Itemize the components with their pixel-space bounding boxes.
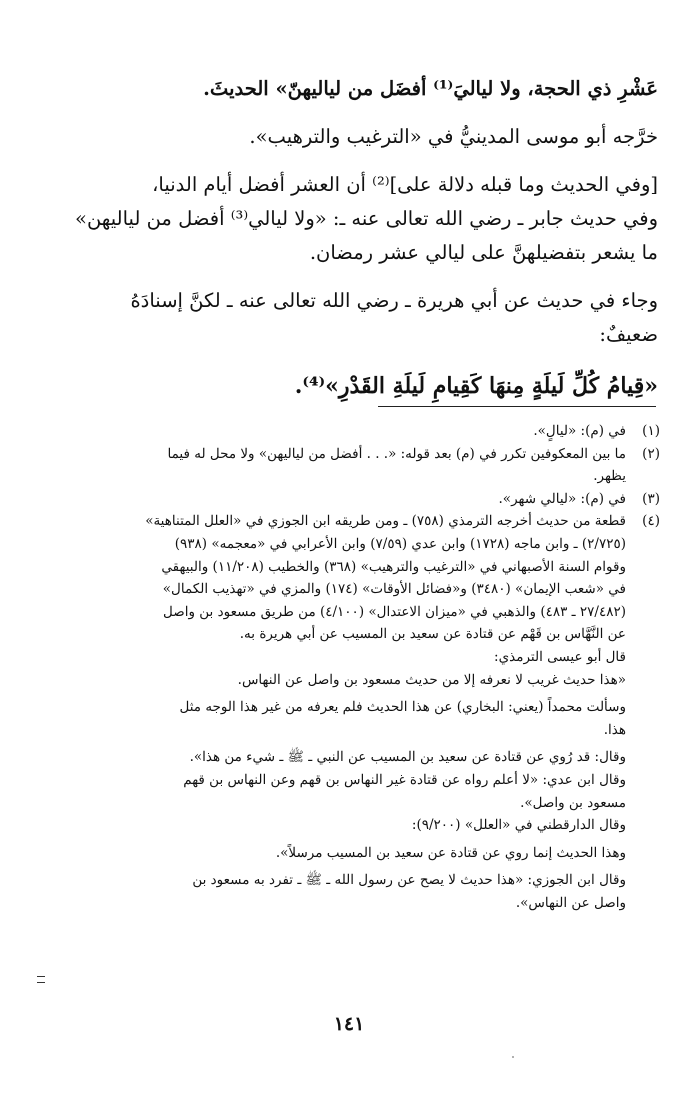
main-line-3: [وفي الحديث وما قبله دلالة على]⁽²⁾ أن العشر أفضل أيام الدنيا، xyxy=(152,173,658,196)
footnote-line: في (م): «ليالٍ». xyxy=(533,423,626,439)
main-line-7: ضعيفٌ: xyxy=(599,323,658,346)
footnote-number: (١) xyxy=(642,423,660,439)
footnote-line: مسعود بن واصل». xyxy=(520,794,626,811)
footnote-line: وقوام السنة الأصبهاني في «الترغيب والترهيب» (٣٦٨) والخطيب (١١/٢٠٨) والبيهقي xyxy=(161,558,626,575)
main-line-1: عَشْرِ ذي الحجة، ولا لياليَ⁽¹⁾ أفضَل من لياليهنّ» الحديثَ. xyxy=(203,77,658,100)
footnote-line: (٢٧/٤٨٢ ـ ٤٨٣) والذهبي في «ميزان الاعتدال» (٤/١٠٠) من طريق مسعود بن واصل xyxy=(163,603,626,620)
footnote-4 xyxy=(58,510,660,914)
footnote-number: (٣) xyxy=(642,490,660,507)
footnote-line: وقال: قد رُوي عن قتادة عن سعيد بن المسيب عن النبي ـ ﷺ ـ شيء من هذا». xyxy=(189,749,626,766)
footnote-line: عن النَّهَّاس بن قَهْم عن قتادة عن سعيد بن المسيب عن أبي هريرة به. xyxy=(239,626,626,643)
footnote-number: (٢) xyxy=(642,445,660,462)
footnote-line: وقال ابن عدي: «لا أعلم رواه عن قتادة غير النهاس بن قهم وعن النهاس بن قهم xyxy=(183,771,626,788)
footnote-line: (٢/٧٢٥) ـ وابن ماجه (١٧٢٨) وابن عدي (٧/٥٩) وابن الأعرابي في «معجمه» (٩٣٨) xyxy=(174,535,626,552)
main-line-5: ما يشعر بتفضيلهنَّ على ليالي عشر رمضان. xyxy=(309,241,658,264)
footnote-line: وقال ابن الجوزي: «هذا حديث لا يصح عن رسول الله ـ ﷺ ـ تفرد به مسعود بن xyxy=(192,872,626,889)
main-line-6: وجاء في حديث عن أبي هريرة ـ رضي الله تعالى عنه ـ لكنَّ إسنادَهُ xyxy=(130,289,658,312)
footnote-line: في (م): «ليالي شهر». xyxy=(498,490,626,507)
footnote-line: وقال الدارقطني في «العلل» (٩/٢٠٠): xyxy=(411,817,626,834)
page-number: ١٤١ xyxy=(333,1013,365,1035)
footnote-line: في «شعب الإيمان» (٣٤٨٠) و«فضائل الأوقات» (١٧٤) والمزي في «تهذيب الكمال» xyxy=(162,581,626,598)
footnote-line: قال أبو عيسى الترمذي: xyxy=(494,648,626,665)
footnote-line: واصل عن النهاس». xyxy=(515,894,626,911)
main-line-4: وفي حديث جابر ـ رضي الله تعالى عنه ـ: «ولا ليالي⁽³⁾ أفضل من لياليهن» xyxy=(75,207,658,230)
footnote-line: قطعة من حديث أخرجه الترمذي (٧٥٨) ـ ومن طريقه ابن الجوزي في «العلل المتناهية» xyxy=(145,513,626,530)
footnote-line: ما بين المعكوفين تكرر في (م) بعد قوله: «. . . أفضل من لياليهن» ولا محل له فيما xyxy=(167,445,626,462)
main-text xyxy=(58,72,658,406)
scan-speck xyxy=(512,1056,514,1058)
footnote-1 xyxy=(58,420,660,443)
hadith-quote: «قِيامُ كُلِّ لَيلَةٍ مِنهَا كَقِيامِ لَيلَةِ القَدْرِ»⁽⁴⁾. xyxy=(294,373,658,399)
footnote-line: «هذا حديث غريب لا نعرفه إلا من حديث مسعود بن واصل عن النهاس. xyxy=(237,671,626,688)
footnotes xyxy=(58,420,660,914)
footnote-3 xyxy=(58,488,660,511)
footnote-line: هذا. xyxy=(603,721,626,738)
footnote-line: وسألت محمداً (يعني: البخاري) عن هذا الحديث فلم يعرفه من غير هذا الوجه مثل xyxy=(179,699,626,716)
main-line-2: خرَّجه أبو موسى المدينيُّ في «الترغيب والترهيب». xyxy=(249,125,658,148)
footnote-line: يظهر. xyxy=(593,468,626,485)
footnote-2 xyxy=(58,443,660,488)
footnote-line: وهذا الحديث إنما روي عن قتادة عن سعيد بن المسيب مرسلاً». xyxy=(275,844,626,861)
footnote-separator xyxy=(378,406,656,407)
continuation-mark xyxy=(37,976,45,983)
footnote-number: (٤) xyxy=(642,513,660,530)
